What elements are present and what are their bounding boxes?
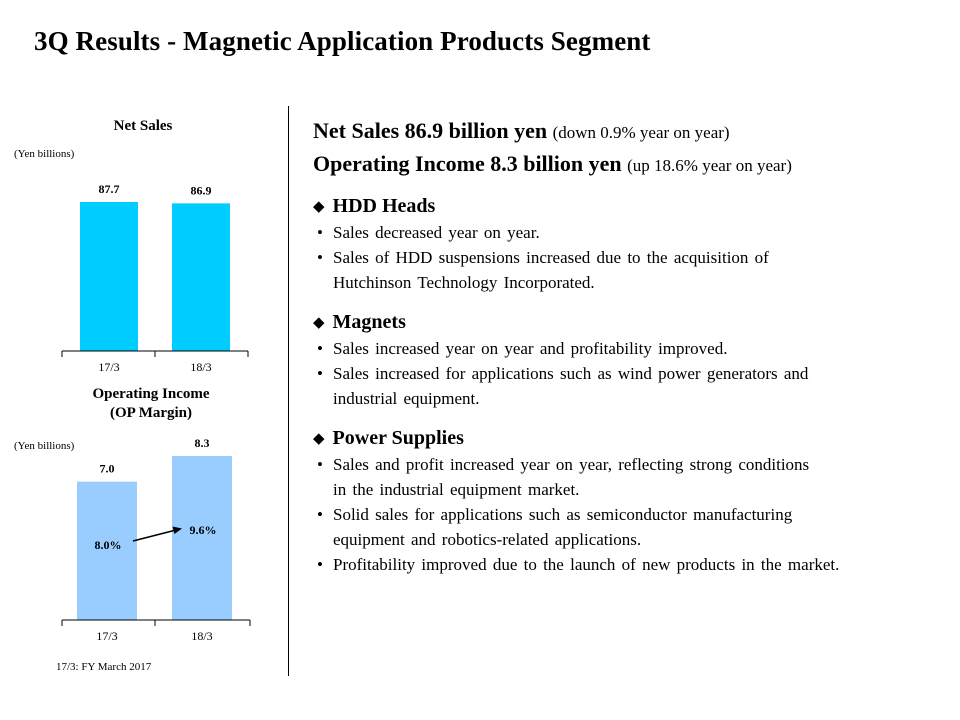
bullet-text: Sales increased for applications such as wind power generators and: [333, 364, 809, 383]
diamond-icon: ◆: [313, 197, 325, 215]
vertical-divider: [288, 106, 289, 676]
bullet-text: Sales decreased year on year.: [333, 223, 540, 242]
section-magnets: [313, 308, 948, 411]
bullet-icon: •: [317, 505, 323, 524]
operating-income-headline: [313, 148, 948, 181]
bullet-item: [313, 361, 948, 411]
section-heading-text: HDD Heads: [332, 195, 436, 217]
unit-label: (Yen billions): [14, 440, 75, 452]
section-heading-text: Magnets: [332, 311, 406, 333]
value-label: 8.3: [194, 436, 210, 450]
bullet-icon: •: [317, 455, 323, 474]
bullet-item: [313, 336, 948, 361]
bullet-icon: •: [317, 364, 323, 383]
op-margin-label: 9.6%: [189, 523, 217, 537]
value-label: 7.0: [99, 461, 115, 476]
net-sales-chart: [0, 110, 288, 380]
bullet-text: Sales increased year on year and profitability improved.: [333, 339, 728, 358]
summary-panel: [313, 115, 948, 577]
bullet-text-continued: in the industrial equipment market.: [333, 480, 580, 499]
bar-18/3: [172, 456, 232, 620]
chart-title: (OP Margin): [109, 405, 193, 421]
category-label: 18/3: [191, 629, 213, 643]
bar-17/3: [80, 202, 138, 351]
section-heading: [313, 424, 948, 452]
bullet-text: Solid sales for applications such as semiconductor manufacturing: [333, 505, 793, 524]
bar-18/3: [172, 203, 230, 351]
bullet-icon: •: [317, 555, 323, 574]
operating-income-headline-change: (up 18.6% year on year): [627, 156, 792, 175]
charts-panel: [0, 0, 288, 720]
section-power-supplies: [313, 424, 948, 577]
bullet-text: Sales and profit increased year on year, reflecting strong conditions: [333, 455, 810, 474]
net-sales-headline-main: Net Sales 86.9 billion yen: [313, 118, 548, 143]
section-hdd-heads: [313, 192, 948, 295]
section-heading: [313, 308, 948, 336]
value-label: 86.9: [190, 183, 212, 198]
net-sales-headline-change: (down 0.9% year on year): [552, 123, 730, 142]
unit-label: (Yen billions): [14, 148, 75, 160]
value-label: 87.7: [98, 182, 120, 196]
bullet-item: [313, 452, 948, 502]
bullet-text: Profitability improved due to the launch of new products in the market.: [333, 555, 840, 574]
bullet-text-continued: industrial equipment.: [333, 389, 480, 408]
bullet-item: [313, 502, 948, 552]
chart-title: Operating Income: [92, 386, 210, 402]
operating-income-headline-main: Operating Income 8.3 billion yen: [313, 151, 622, 176]
chart-title: Net Sales: [113, 118, 173, 134]
diamond-icon: ◆: [313, 313, 325, 331]
bullet-item: [313, 220, 948, 245]
bullet-item: [313, 245, 948, 295]
section-heading-text: Power Supplies: [332, 427, 464, 449]
category-label: 17/3: [96, 629, 118, 643]
bullet-icon: •: [317, 339, 323, 358]
operating-income-chart: [0, 380, 288, 660]
bullet-item: [313, 552, 948, 577]
op-margin-label: 8.0%: [94, 538, 122, 552]
bullet-icon: •: [317, 223, 323, 242]
bullet-text: Sales of HDD suspensions increased due to the acquisition of: [333, 248, 769, 267]
footnote: 17/3: FY March 2017: [56, 661, 152, 673]
category-label: 18/3: [190, 360, 212, 374]
bullet-text-continued: equipment and robotics-related applications.: [333, 530, 642, 549]
section-heading: [313, 192, 948, 220]
bullet-icon: •: [317, 248, 323, 267]
margin-arrow-line: [133, 530, 176, 541]
slide-title: 3Q Results - Magnetic Application Products Segment: [34, 26, 651, 56]
diamond-icon: ◆: [313, 429, 325, 447]
net-sales-headline: [313, 115, 948, 148]
bullet-text-continued: Hutchinson Technology Incorporated.: [333, 273, 595, 292]
category-label: 17/3: [98, 360, 120, 374]
